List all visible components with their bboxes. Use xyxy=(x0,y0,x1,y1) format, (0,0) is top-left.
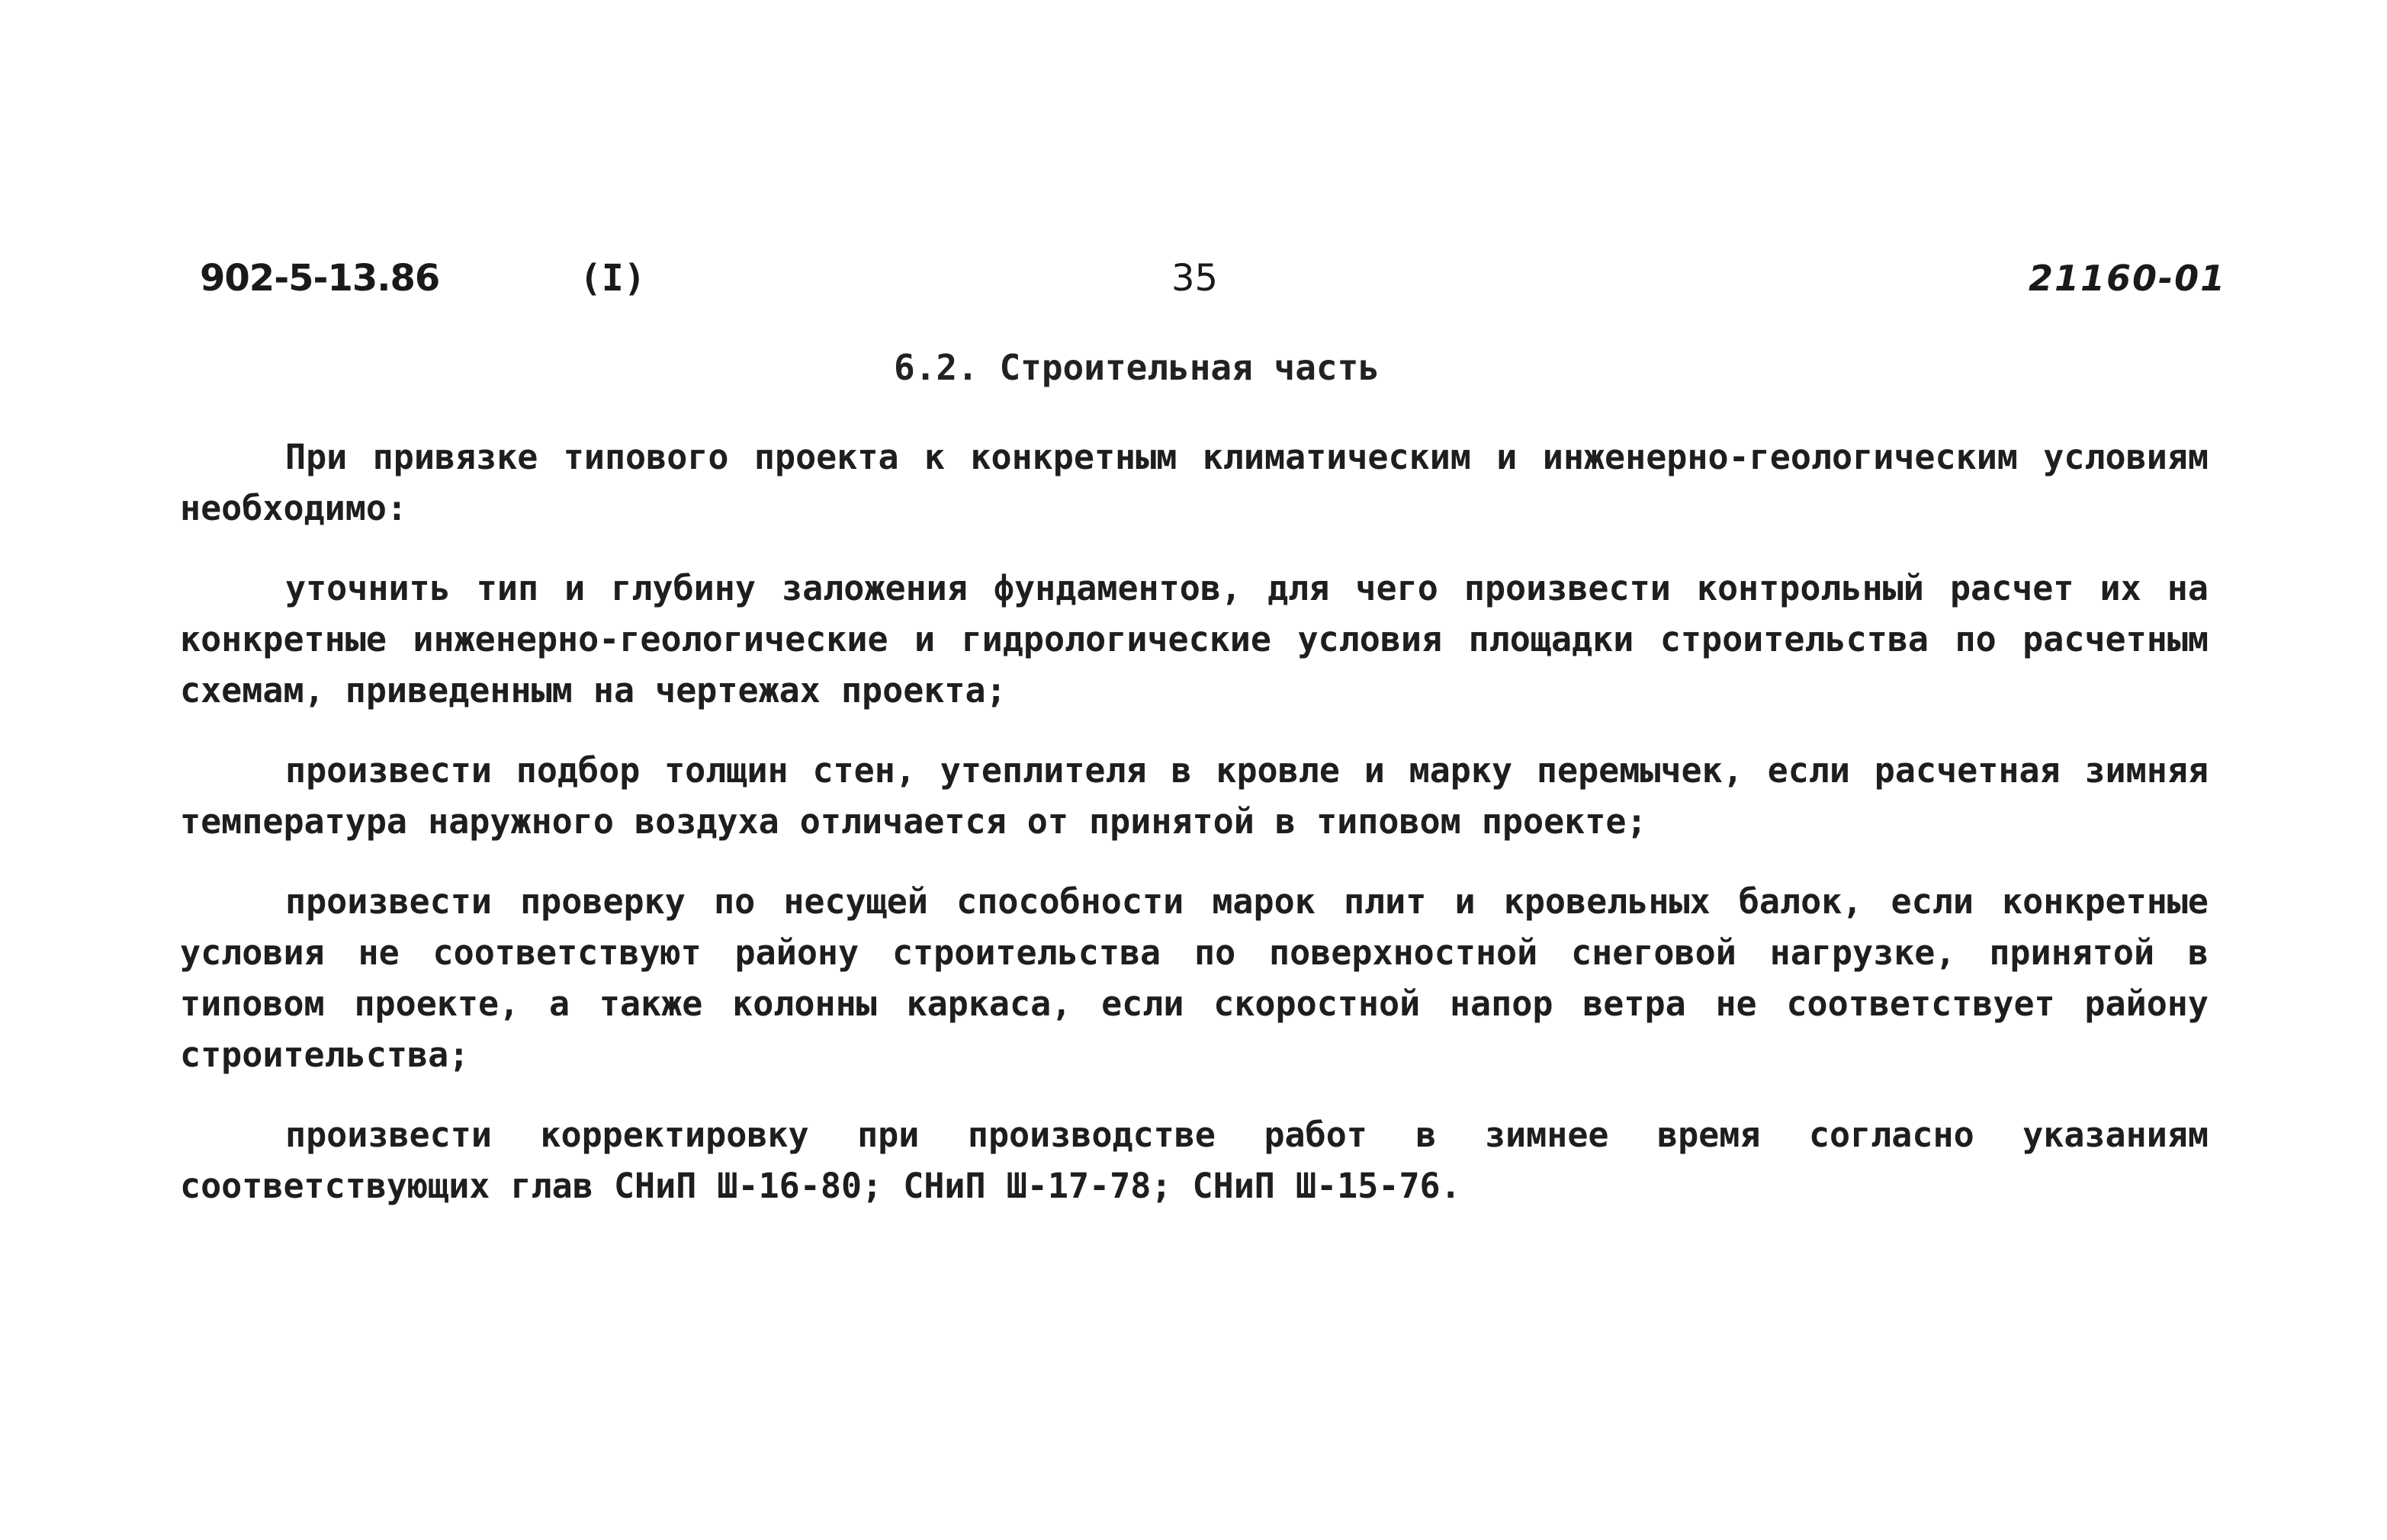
document-code: 902-5-13.86 xyxy=(200,257,440,300)
paragraph-walls: произвести подбор толщин стен, утеплителя в кровле и марку перемычек, если расчетная зимняя температура наружного воздуха отличается от принятой в типовом проекте; xyxy=(180,750,2209,842)
sheet-marker: (I) xyxy=(580,257,646,300)
archive-number: 21160-01 xyxy=(2029,258,2227,299)
page-number: 35 xyxy=(1171,257,1219,300)
paragraph-intro: При привязке типового проекта к конкретным климатическим и инженерно-геологическим условиям необходимо: xyxy=(180,437,2209,528)
paragraph-load-check: произвести проверку по несущей способности марок плит и кровельных балок, если конкретные условия не соответствуют району строительства по поверхностной снеговой нагрузке, принятой в типовом проекте, а также колонны каркаса, если скоростной напор ветра не соответствует району строительства; xyxy=(180,881,2209,1075)
paragraph-foundations: уточнить тип и глубину заложения фундаментов, для чего произвести контрольный расчет их на конкретные инженерно-геологические и гидрологические условия площадки строительства по расчетным схемам, приведенным на чертежах проекта; xyxy=(180,568,2209,711)
section-title: 6.2. Строительная часть xyxy=(894,347,1380,388)
paragraph-winter-works: произвести корректировку при производстве работ в зимнее время согласно указаниям соответствующих глав СНиП Ш-16-80; СНиП Ш-17-78; СНиП Ш-15-76. xyxy=(180,1115,2209,1206)
body-text xyxy=(180,432,2209,1240)
